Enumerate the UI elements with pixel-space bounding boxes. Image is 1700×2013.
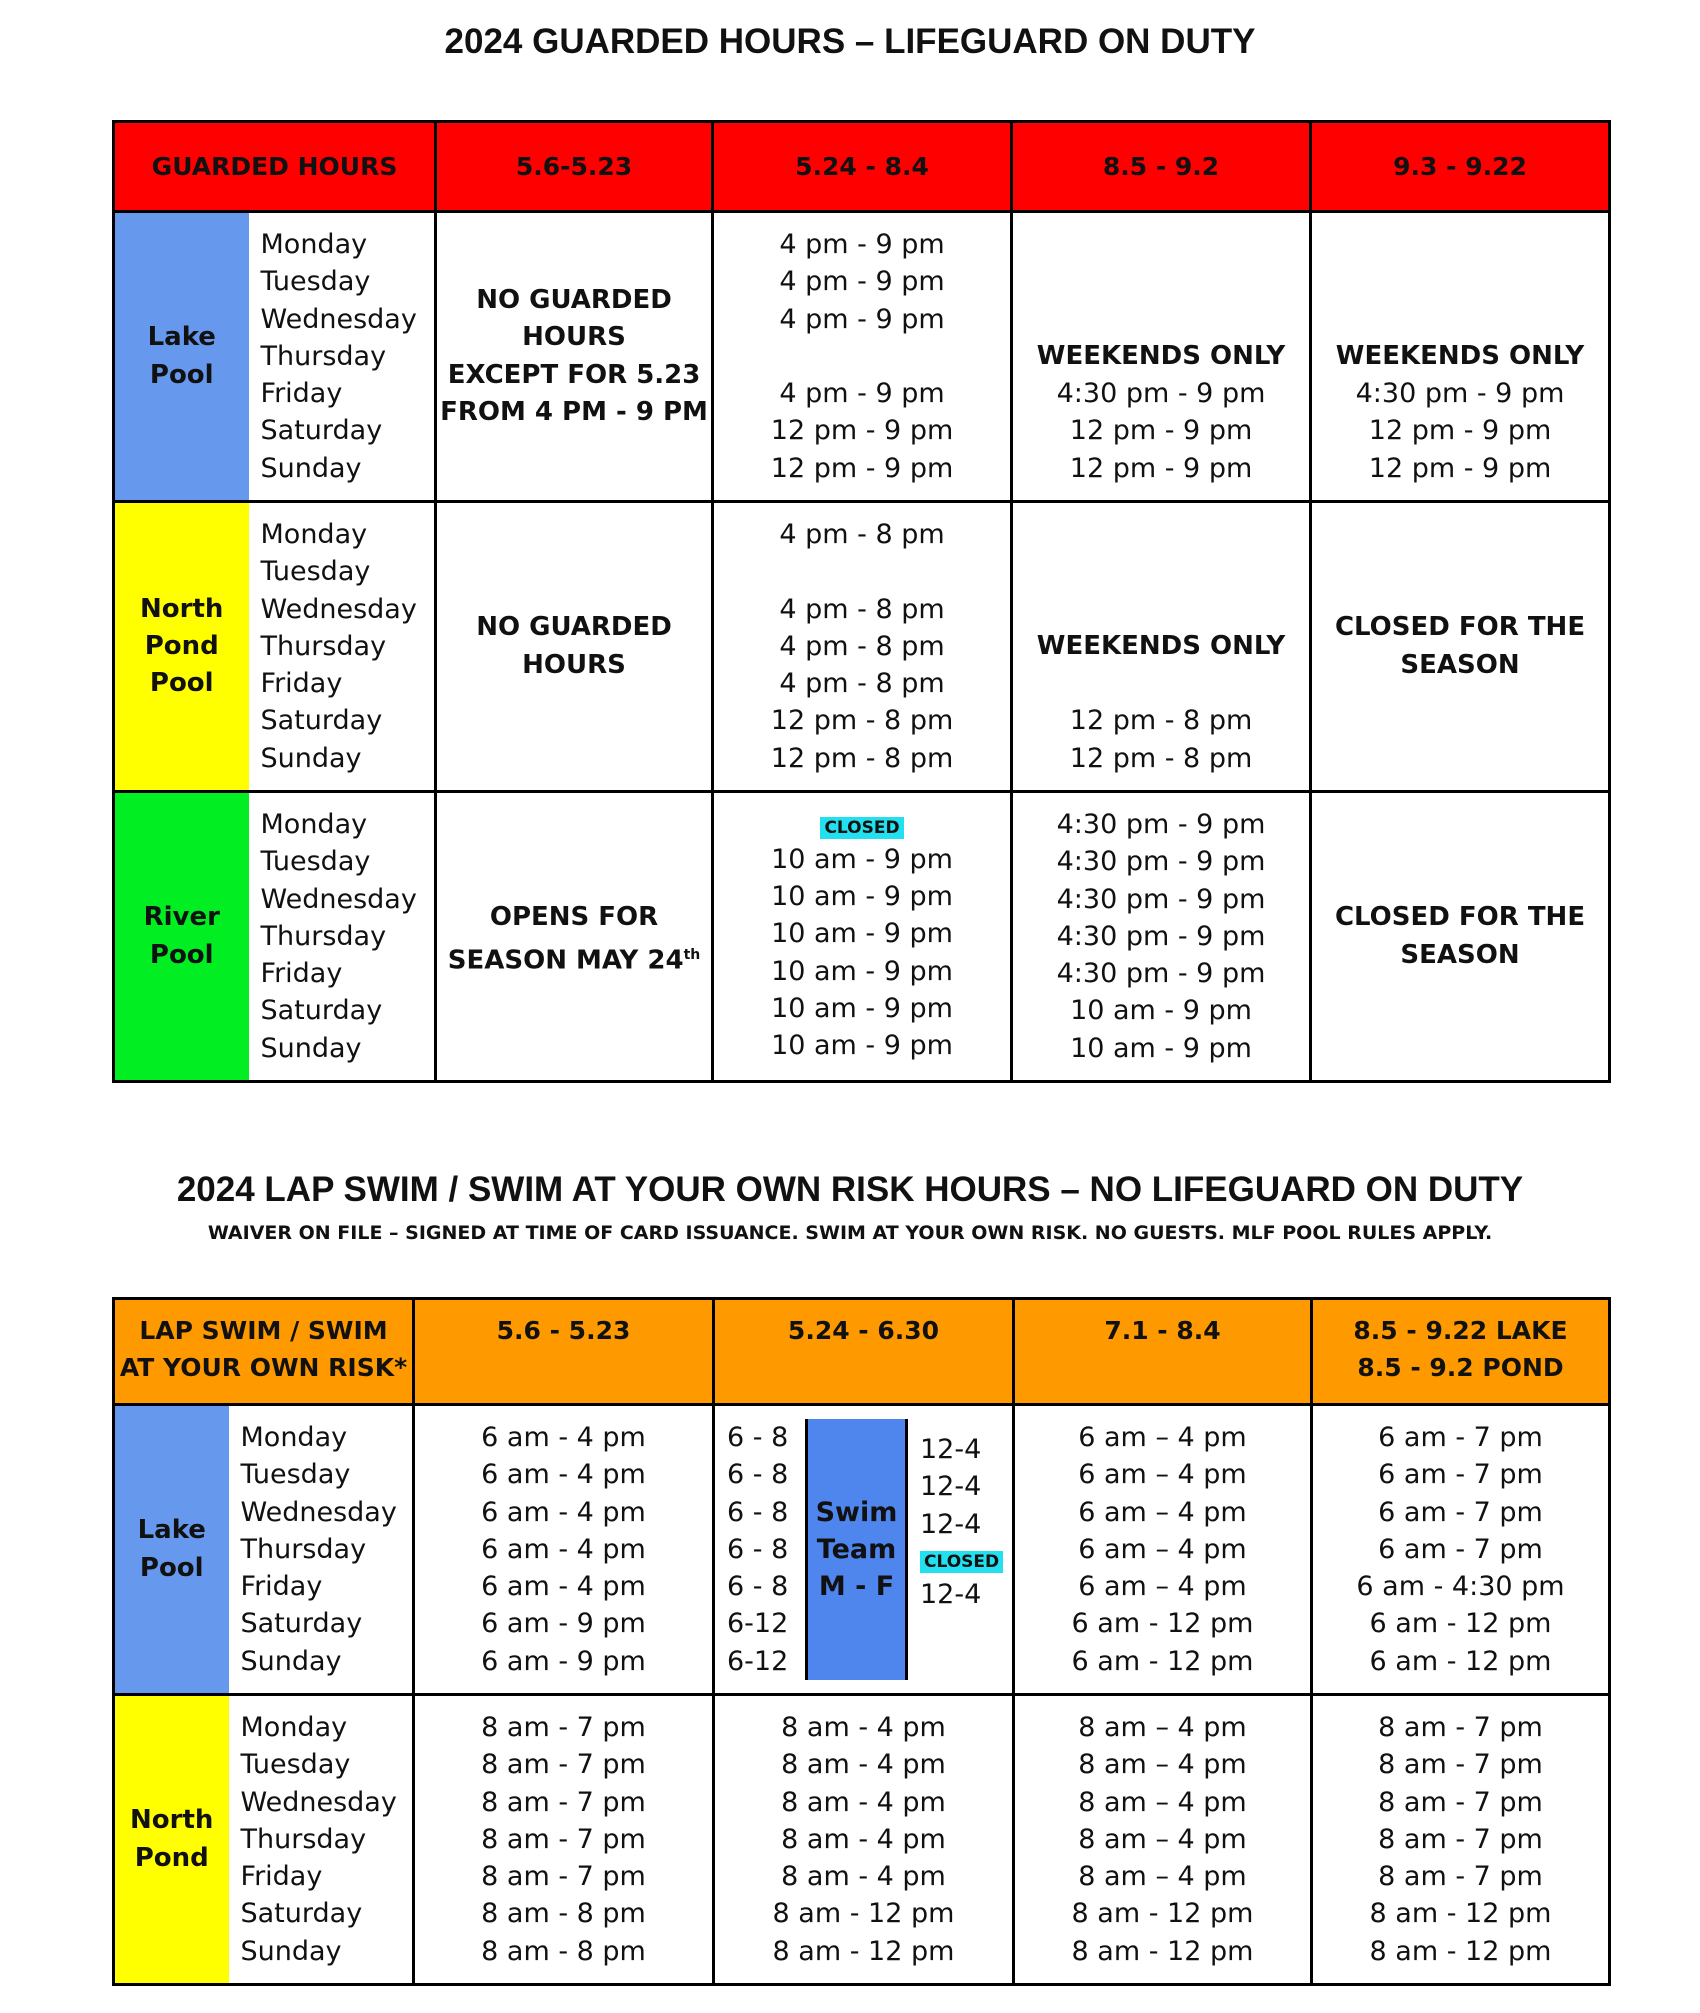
- river-period-1-note: OPENS FOR SEASON MAY 24th: [436, 792, 713, 1082]
- lap-swim-subtitle: WAIVER ON FILE – SIGNED AT TIME OF CARD ISSUANCE. SWIM AT YOUR OWN RISK. NO GUESTS. MLF POOL RULES APPLY.: [207, 1222, 1493, 1244]
- header-period-4: 9.3 - 9.22: [1311, 122, 1610, 212]
- header-lap-swim: LAP SWIM / SWIM AT YOUR OWN RISK*: [114, 1299, 414, 1405]
- lap-swim-table: [112, 1297, 1611, 1986]
- swim-team-block: Swim Team M - F: [808, 1419, 908, 1680]
- header-period-3: 8.5 - 9.2: [1012, 122, 1311, 212]
- closed-badge: CLOSED: [920, 1551, 1003, 1573]
- pool-name-north-pond: North Pond: [114, 1695, 229, 1985]
- north-period-3-times: WEEKENDS ONLY 12 pm - 8 pm 12 pm - 8 pm: [1012, 502, 1311, 792]
- afternoon-hours-list: 12-4 12-4 12-4 CLOSED 12-4: [908, 1419, 1012, 1680]
- pool-name-lake: Lake Pool: [114, 1405, 229, 1695]
- header-guarded-hours: GUARDED HOURS: [114, 122, 436, 212]
- day-list: Monday Tuesday Wednesday Thursday Friday Saturday Sunday: [249, 792, 436, 1082]
- pool-name-north-pond: North Pond Pool: [114, 502, 249, 792]
- lake-period-2-split: [714, 1405, 1014, 1695]
- early-hours-list: 6 - 8 6 - 8 6 - 8 6 - 8 6 - 8 6-12 6-12: [715, 1419, 808, 1680]
- north-period-1-note: NO GUARDED HOURS: [436, 502, 713, 792]
- lap-swim-title: 2024 LAP SWIM / SWIM AT YOUR OWN RISK HOURS – NO LIFEGUARD ON DUTY: [176, 1170, 1524, 1209]
- north-period-2-times: 4 pm - 8 pm 4 pm - 8 pm 4 pm - 8 pm 4 pm - 8 pm 12 pm - 8 pm 12 pm - 8 pm: [713, 502, 1012, 792]
- table-row: [114, 1405, 1610, 1695]
- lake-period-3-times: WEEKENDS ONLY 4:30 pm - 9 pm 12 pm - 9 pm 12 pm - 9 pm: [1012, 212, 1311, 502]
- table-row: [114, 792, 1610, 1082]
- guarded-hours-title: 2024 GUARDED HOURS – LIFEGUARD ON DUTY: [444, 22, 1256, 61]
- lake-period-3-times: 6 am – 4 pm 6 am – 4 pm 6 am – 4 pm 6 am – 4 pm 6 am – 4 pm 6 am - 12 pm 6 am - 12 pm: [1014, 1405, 1312, 1695]
- header-period-2: 5.24 - 8.4: [713, 122, 1012, 212]
- header-period-1: 5.6-5.23: [436, 122, 713, 212]
- pool-name-river: River Pool: [114, 792, 249, 1082]
- header-period-4: 8.5 - 9.22 LAKE 8.5 - 9.2 POND: [1312, 1299, 1610, 1405]
- lake-period-4-times: 6 am - 7 pm 6 am - 7 pm 6 am - 7 pm 6 am - 7 pm 6 am - 4:30 pm 6 am - 12 pm 6 am - 12 pm: [1312, 1405, 1610, 1695]
- day-list: Monday Tuesday Wednesday Thursday Friday Saturday Sunday: [229, 1695, 414, 1985]
- day-list: Monday Tuesday Wednesday Thursday Friday Saturday Sunday: [249, 502, 436, 792]
- table-row: [114, 212, 1610, 502]
- river-period-2-times: CLOSED 10 am - 9 pm 10 am - 9 pm 10 am - 9 pm 10 am - 9 pm 10 am - 9 pm 10 am - 9 pm: [713, 792, 1012, 1082]
- day-list: Monday Tuesday Wednesday Thursday Friday Saturday Sunday: [229, 1405, 414, 1695]
- pool-name-lake: Lake Pool: [114, 212, 249, 502]
- table-row: [114, 1695, 1610, 1985]
- north-period-3-times: 8 am – 4 pm 8 am – 4 pm 8 am – 4 pm 8 am – 4 pm 8 am – 4 pm 8 am - 12 pm 8 am - 12 pm: [1014, 1695, 1312, 1985]
- river-period-3-times: 4:30 pm - 9 pm 4:30 pm - 9 pm 4:30 pm - 9 pm 4:30 pm - 9 pm 4:30 pm - 9 pm 10 am - 9 pm 10 am - 9 pm: [1012, 792, 1311, 1082]
- guarded-hours-table: [112, 120, 1611, 1083]
- lake-period-2-times: 4 pm - 9 pm 4 pm - 9 pm 4 pm - 9 pm 4 pm - 9 pm 12 pm - 9 pm 12 pm - 9 pm: [713, 212, 1012, 502]
- lake-period-1-note: NO GUARDED HOURS EXCEPT FOR 5.23 FROM 4 PM - 9 PM: [436, 212, 713, 502]
- closed-badge: CLOSED: [820, 817, 903, 839]
- header-period-1: 5.6 - 5.23: [414, 1299, 714, 1405]
- table-row: [114, 502, 1610, 792]
- header-period-2: 5.24 - 6.30: [714, 1299, 1014, 1405]
- north-period-2-times: 8 am - 4 pm 8 am - 4 pm 8 am - 4 pm 8 am - 4 pm 8 am - 4 pm 8 am - 12 pm 8 am - 12 pm: [714, 1695, 1014, 1985]
- north-period-4-note: CLOSED FOR THE SEASON: [1311, 502, 1610, 792]
- north-period-1-times: 8 am - 7 pm 8 am - 7 pm 8 am - 7 pm 8 am - 7 pm 8 am - 7 pm 8 am - 8 pm 8 am - 8 pm: [414, 1695, 714, 1985]
- header-period-3: 7.1 - 8.4: [1014, 1299, 1312, 1405]
- north-period-4-times: 8 am - 7 pm 8 am - 7 pm 8 am - 7 pm 8 am - 7 pm 8 am - 7 pm 8 am - 12 pm 8 am - 12 pm: [1312, 1695, 1610, 1985]
- lake-period-1-times: 6 am - 4 pm 6 am - 4 pm 6 am - 4 pm 6 am - 4 pm 6 am - 4 pm 6 am - 9 pm 6 am - 9 pm: [414, 1405, 714, 1695]
- day-list: Monday Tuesday Wednesday Thursday Friday Saturday Sunday: [249, 212, 436, 502]
- river-period-4-note: CLOSED FOR THE SEASON: [1311, 792, 1610, 1082]
- lake-period-4-times: WEEKENDS ONLY 4:30 pm - 9 pm 12 pm - 9 pm 12 pm - 9 pm: [1311, 212, 1610, 502]
